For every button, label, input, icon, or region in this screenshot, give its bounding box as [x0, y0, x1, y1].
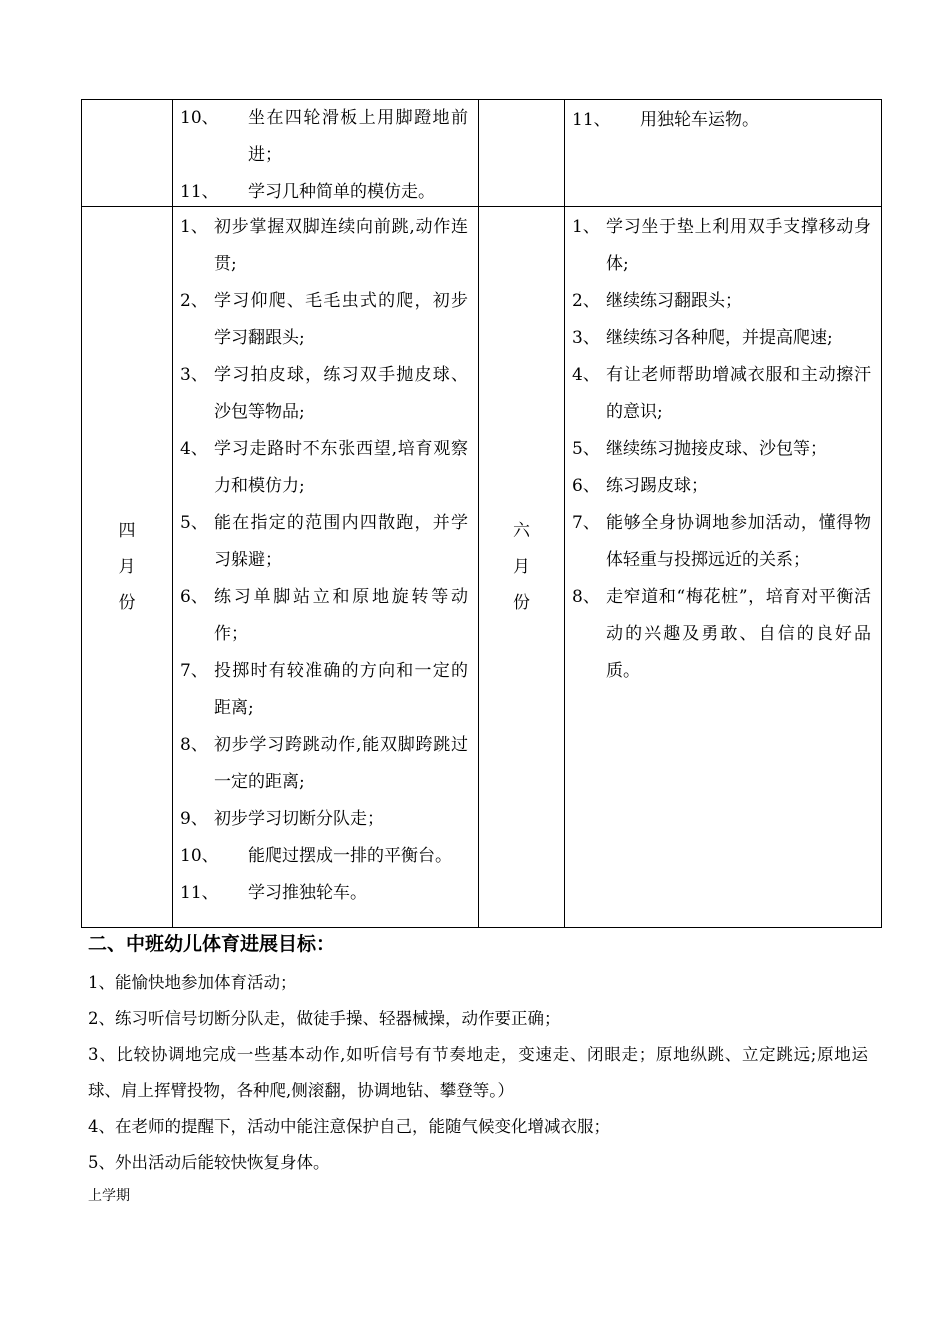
list-item — [572, 209, 871, 283]
item-text: 初步学习跨跳动作,能双脚跨跳过一定的距离; — [214, 735, 468, 792]
list-item — [180, 505, 468, 579]
activity-list-cell — [173, 207, 479, 928]
activity-list-cell — [565, 207, 882, 928]
list-item — [180, 727, 468, 801]
item-number: 4、 — [572, 365, 600, 385]
list-item — [180, 283, 468, 357]
item-text: 练习踢皮球； — [606, 476, 708, 496]
item-text: 有让老师帮助增减衣服和主动擦汗的意识; — [606, 365, 871, 422]
item-number: 10、 — [180, 108, 219, 128]
list-item — [180, 100, 468, 174]
list-item — [180, 838, 468, 875]
item-text: 走窄道和“梅花桩”，培育对平衡活动的兴趣及勇敢、自信的良好品质。 — [606, 587, 871, 681]
item-number: 7、 — [572, 513, 600, 533]
item-number: 4、 — [180, 439, 208, 459]
list-item — [180, 431, 468, 505]
list-item — [572, 320, 871, 357]
item-text: 学习仰爬、毛毛虫式的爬，初步学习翻跟头; — [214, 291, 468, 348]
item-text: 继续练习翻跟头； — [606, 291, 742, 311]
item-number: 6、 — [572, 476, 600, 496]
list-item — [180, 579, 468, 653]
item-text: 能爬过摆成一排的平衡台。 — [248, 846, 452, 866]
item-text: 投掷时有较准确的方向和一定的距离; — [214, 661, 468, 718]
list-item — [180, 875, 468, 912]
list-item — [572, 468, 871, 505]
item-number: 5、 — [572, 439, 600, 459]
list-item — [572, 431, 871, 468]
table-row — [82, 207, 882, 928]
month-cell-right-continued — [479, 100, 565, 207]
item-number: 2、 — [180, 291, 208, 311]
month-label: 六月份 — [513, 521, 530, 613]
item-number: 3、 — [180, 365, 208, 385]
activity-list — [565, 207, 881, 927]
item-number: 9、 — [180, 809, 208, 829]
activity-list — [173, 207, 478, 927]
item-text: 学习走路时不东张西望,培育观察力和模仿力; — [214, 439, 468, 496]
list-item — [572, 102, 871, 139]
goal-item: 4、在老师的提醒下，活动中能注意保护自己，能随气候变化增减衣服； — [88, 1117, 610, 1136]
item-text: 继续练习各种爬，并提高爬速; — [606, 328, 833, 348]
month-cell-april — [82, 207, 173, 928]
item-number: 10、 — [180, 846, 219, 866]
list-item — [180, 357, 468, 431]
item-text: 学习推独轮车。 — [248, 883, 367, 903]
item-number: 11、 — [572, 110, 611, 130]
item-number: 3、 — [572, 328, 600, 348]
activity-list — [173, 100, 478, 204]
goal-item: 3、比较协调地完成一些基本动作,如听信号有节奏地走，变速走、闭眼走；原地纵跳、立定跳远;原地运球、肩上挥臂投物，各种爬,侧滚翻，协调地钻、攀登等。） — [88, 1045, 868, 1100]
item-text: 用独轮车运物。 — [640, 110, 759, 130]
goal-item: 2、练习听信号切断分队走，做徒手操、轻器械操，动作要正确； — [88, 1009, 561, 1028]
goal-item: 1、能愉快地参加体育活动； — [88, 973, 297, 992]
month-label: 四月份 — [118, 521, 136, 613]
item-text: 初步学习切断分队走； — [214, 809, 384, 829]
list-item — [180, 653, 468, 727]
item-number: 2、 — [572, 291, 600, 311]
list-item — [180, 801, 468, 838]
month-cell-june — [479, 207, 565, 928]
item-text: 能在指定的范围内四散跑，并学习躲避； — [214, 513, 468, 570]
item-number: 6、 — [180, 587, 208, 607]
activity-list — [565, 100, 881, 206]
item-number: 5、 — [180, 513, 208, 533]
item-text: 学习几种简单的模仿走。 — [248, 182, 435, 202]
table-row — [82, 100, 882, 207]
activity-plan-table — [81, 99, 882, 928]
item-number: 1、 — [572, 217, 600, 237]
activity-list-cell — [565, 100, 882, 207]
list-item — [572, 579, 871, 690]
list-item — [572, 505, 871, 579]
list-item — [572, 357, 871, 431]
item-number: 8、 — [572, 587, 600, 607]
item-number: 7、 — [180, 661, 208, 681]
semester-label: 上学期 — [88, 1188, 130, 1204]
goal-item: 5、外出活动后能较快恢复身体。 — [88, 1153, 330, 1172]
list-item — [180, 174, 468, 211]
item-number: 11、 — [180, 883, 219, 903]
item-text: 练习单脚站立和原地旋转等动作； — [214, 587, 468, 644]
item-text: 能够全身协调地参加活动，懂得物体轻重与投掷远近的关系； — [606, 513, 871, 570]
item-text: 学习坐于垫上利用双手支撑移动身体; — [606, 217, 871, 274]
list-item — [180, 209, 468, 283]
item-text: 坐在四轮滑板上用脚蹬地前进； — [248, 108, 468, 165]
list-item — [572, 283, 871, 320]
item-number: 11、 — [180, 182, 219, 202]
item-text: 初步掌握双脚连续向前跳,动作连贯; — [214, 217, 468, 274]
item-text: 学习拍皮球，练习双手抛皮球、沙包等物品; — [214, 365, 468, 422]
section-title: 二、中班幼儿体育进展目标： — [88, 933, 336, 955]
goals-list — [88, 965, 868, 1181]
item-number: 1、 — [180, 217, 208, 237]
item-text: 继续练习抛接皮球、沙包等； — [606, 439, 827, 459]
item-number: 8、 — [180, 735, 208, 755]
activity-list-cell — [173, 100, 479, 207]
month-cell-left-continued — [82, 100, 173, 207]
